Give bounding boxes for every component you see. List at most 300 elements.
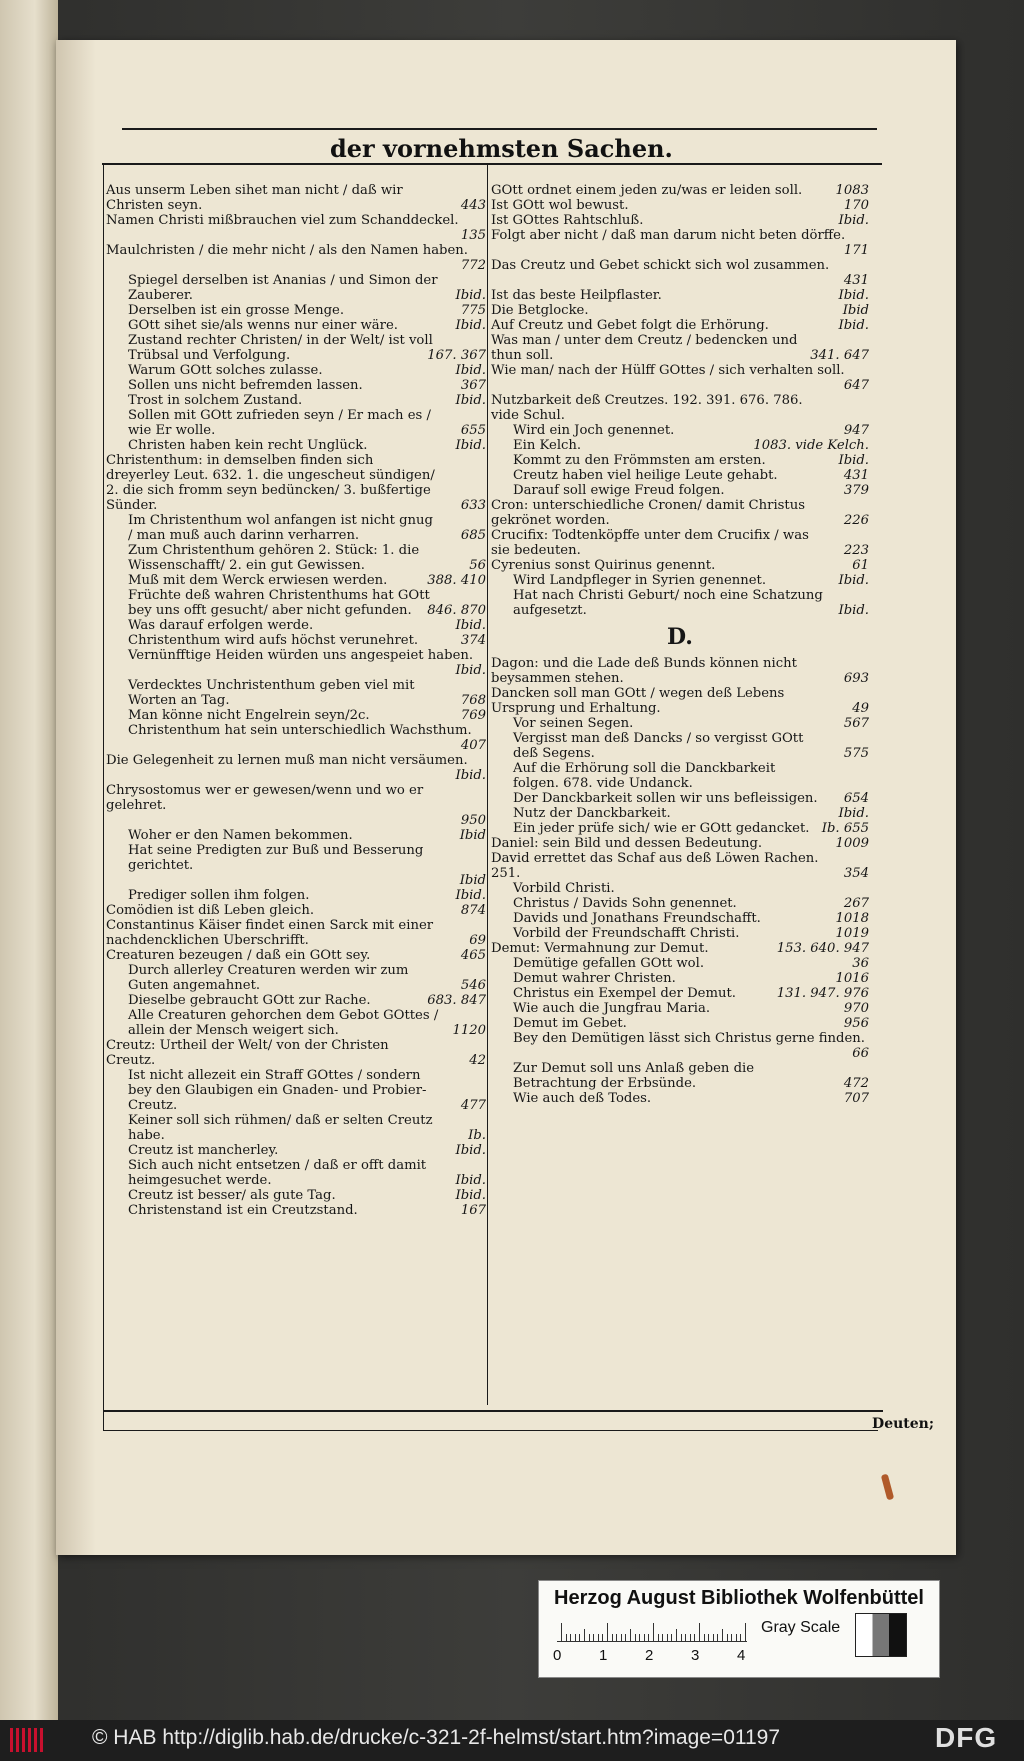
index-entry	[491, 716, 869, 731]
index-entry	[106, 243, 486, 273]
entry-text: David errettet das Schaf aus deß Löwen Rachen. 251.	[491, 851, 819, 881]
entry-text: Was man / unter dem Creutz / bedencken und thun soll.	[491, 333, 798, 363]
page-reference: 379	[843, 483, 869, 498]
index-entry	[491, 896, 869, 911]
page-reference: 775	[460, 303, 486, 318]
index-entry	[106, 843, 486, 888]
entry-text: Creutz haben viel heilige Leute gehabt.	[513, 468, 778, 483]
ruler-tick	[722, 1629, 723, 1641]
index-entry	[491, 1016, 869, 1031]
ruler-number: 1	[599, 1647, 608, 1664]
index-entry	[106, 648, 486, 678]
index-entry	[106, 678, 486, 708]
page-reference: 772	[460, 258, 486, 273]
entry-text: Vernünfftige Heiden würden uns angespeiet haben.	[128, 648, 474, 663]
index-entry	[491, 956, 869, 971]
page-reference: 950	[460, 813, 486, 828]
index-entry	[106, 618, 486, 633]
ruler-tick	[598, 1634, 599, 1641]
ruler-tick	[704, 1634, 705, 1641]
ruler-tick	[745, 1623, 746, 1641]
index-entry	[491, 498, 869, 528]
ruler-tick	[644, 1634, 645, 1641]
page-reference: Ibid.	[455, 663, 486, 678]
ruler-tick	[593, 1634, 594, 1641]
ruler-number: 2	[645, 1647, 654, 1664]
index-entry	[106, 828, 486, 843]
entry-text: Chrysostomus wer er gewesen/wenn und wo er gelehret.	[106, 783, 424, 813]
entry-text: Wird ein Joch genennet.	[513, 423, 675, 438]
index-entry	[491, 393, 869, 423]
entry-text: Christen haben kein recht Unglück.	[128, 438, 368, 453]
page-reference: 472	[843, 1076, 869, 1091]
entry-text: Bey den Demütigen lässt sich Christus gerne finden.	[513, 1031, 865, 1046]
page-reference: Ibid.	[455, 393, 486, 408]
index-entry	[491, 806, 869, 821]
ruler-tick	[616, 1634, 617, 1641]
footer-source-text: © HAB http://diglib.hab.de/drucke/c-321-2f-helmst/start.htm?image=01197	[92, 1726, 781, 1749]
index-entry	[491, 258, 869, 288]
entry-text: Constantinus Käiser findet einen Sarck mit einer nachdencklichen Uberschrifft.	[106, 918, 434, 948]
index-entry	[491, 468, 869, 483]
page-reference: 1019	[835, 926, 869, 941]
page-reference: Ibid.	[455, 438, 486, 453]
entry-text: Man könne nicht Engelrein seyn/2c.	[128, 708, 370, 723]
column-divider	[487, 165, 488, 1405]
entry-text: Cron: unterschiedliche Cronen/ damit Christus gekrönet worden.	[491, 498, 805, 528]
page-reference: 36	[852, 956, 869, 971]
entry-text: Ist das beste Heilpflaster.	[491, 288, 662, 303]
page-reference: 654	[843, 791, 869, 806]
entry-text: Sich auch nicht entsetzen / daß er offt damit heimgesuchet werde.	[128, 1158, 427, 1188]
index-entry	[106, 513, 486, 543]
entry-text: Vor seinen Segen.	[513, 716, 634, 731]
page-reference: Ibid.	[838, 603, 869, 618]
page-reference: Ibid.	[838, 288, 869, 303]
index-entry	[106, 723, 486, 753]
ruler-tick	[648, 1634, 649, 1641]
entry-text: Das Creutz und Gebet schickt sich wol zusammen.	[491, 258, 830, 273]
page-reference: 223	[843, 543, 869, 558]
footer-rule-2	[103, 1430, 878, 1431]
page-reference: Ibid.	[455, 288, 486, 303]
page-reference: 768	[460, 693, 486, 708]
index-entry	[106, 993, 486, 1008]
entry-text: Derselben ist ein grosse Menge.	[128, 303, 345, 318]
ruler-tick	[658, 1634, 659, 1641]
page-reference: 567	[843, 716, 869, 731]
entry-text: Folgt aber nicht / daß man darum nicht beten dörffe.	[491, 228, 846, 243]
page-reference: 477	[460, 1098, 486, 1113]
index-entry	[106, 333, 486, 363]
index-entry	[491, 731, 869, 761]
entry-text: Comödien ist diß Leben gleich.	[106, 903, 315, 918]
entry-text: Maulchristen / die mehr nicht / als den Namen haben.	[106, 243, 468, 258]
index-entry	[491, 528, 869, 558]
entry-text: Vergisst man deß Dancks / so vergisst GOtt deß Segens.	[513, 731, 804, 761]
page-reference: 1009	[835, 836, 869, 851]
index-entry	[491, 836, 869, 851]
dfg-logo: DFG	[935, 1722, 998, 1753]
index-entry	[491, 228, 869, 258]
index-entry	[106, 903, 486, 918]
entry-text: Was darauf erfolgen werde.	[128, 618, 314, 633]
index-entry	[491, 686, 869, 716]
entry-text: Zum Christenthum gehören 2. Stück: 1. die Wissenschafft/ 2. ein gut Gewissen.	[128, 543, 420, 573]
index-entry	[106, 318, 486, 333]
ruler-tick	[635, 1634, 636, 1641]
index-entry	[491, 558, 869, 573]
page-reference: 575	[843, 746, 869, 761]
ruler-tick	[602, 1634, 603, 1641]
entry-text: Namen Christi mißbrauchen viel zum Schanddeckel.	[106, 213, 459, 228]
page-reference: 167. 367	[427, 348, 486, 363]
ruler-tick	[717, 1634, 718, 1641]
entry-text: Wird Landpfleger in Syrien genennet.	[513, 573, 767, 588]
page-reference: 647	[843, 378, 869, 393]
entry-text: Ist GOttes Rahtschluß.	[491, 213, 644, 228]
index-entry	[491, 941, 869, 956]
entry-text: Durch allerley Creaturen werden wir zum Guten angemahnet.	[128, 963, 409, 993]
entry-text: Nutz der Danckbarkeit.	[513, 806, 671, 821]
page-reference: 683. 847	[427, 993, 486, 1008]
page-reference: 407	[460, 738, 486, 753]
page-reference: 49	[852, 701, 869, 716]
index-entry	[491, 288, 869, 303]
page-reference: Ibid.	[838, 806, 869, 821]
entry-text: Prediger sollen ihm folgen.	[128, 888, 310, 903]
ruler-tick	[713, 1634, 714, 1641]
page-reference: 1083. vide Kelch.	[753, 438, 869, 453]
entry-text: Christenthum wird aufs höchst verunehret.	[128, 633, 419, 648]
entry-text: Die Betglocke.	[491, 303, 589, 318]
page-reference: 367	[460, 378, 486, 393]
ruler-tick	[736, 1634, 737, 1641]
index-entry	[106, 1188, 486, 1203]
index-entry	[106, 1068, 486, 1113]
entry-text: Trost in solchem Zustand.	[128, 393, 303, 408]
page-reference: 388. 410	[427, 573, 486, 588]
entry-text: Demut im Gebet.	[513, 1016, 627, 1031]
entry-text: Dieselbe gebraucht GOtt zur Rache.	[128, 993, 371, 1008]
ruler-tick	[589, 1634, 590, 1641]
entry-text: Der Danckbarkeit sollen wir uns befleissigen.	[513, 791, 818, 806]
index-entry	[106, 1113, 486, 1143]
entry-text: Woher er den Namen bekommen.	[128, 828, 353, 843]
entry-text: Aus unserm Leben sihet man nicht / daß wir Christen seyn.	[106, 183, 403, 213]
page-reference: Ibid.	[838, 213, 869, 228]
section-letter: D.	[667, 624, 693, 650]
index-entry	[106, 1038, 486, 1068]
page-reference: Ibid	[459, 828, 486, 843]
page-reference: 655	[460, 423, 486, 438]
entry-text: Zur Demut soll uns Anlaß geben die Betrachtung der Erbsünde.	[513, 1061, 755, 1091]
index-entry	[106, 1203, 486, 1218]
entry-text: Crucifix: Todtenköpffe unter dem Crucifix / was sie bedeuten.	[491, 528, 809, 558]
index-entry	[491, 333, 869, 363]
ruler-scale	[557, 1621, 747, 1642]
index-entry	[106, 783, 486, 828]
entry-text: Auf die Erhörung soll die Danckbarkeit folgen. 678. vide Undanck.	[513, 761, 776, 791]
index-entry	[106, 303, 486, 318]
index-entry	[106, 633, 486, 648]
page-reference: Ibid.	[455, 618, 486, 633]
ruler-tick	[727, 1634, 728, 1641]
index-entry	[491, 588, 869, 618]
ruler-tick	[685, 1634, 686, 1641]
page-reference: Ibid	[842, 303, 869, 318]
page-reference: 1016	[835, 971, 869, 986]
ruler-number: 0	[553, 1647, 562, 1664]
page-reference: 1083	[835, 183, 869, 198]
index-entry	[491, 213, 869, 228]
index-entry	[106, 438, 486, 453]
index-entry	[106, 273, 486, 303]
header-rule-top	[122, 128, 877, 130]
ruler-tick	[662, 1634, 663, 1641]
index-entry	[106, 948, 486, 963]
entry-text: Christus ein Exempel der Demut.	[513, 986, 736, 1001]
index-entry	[491, 971, 869, 986]
entry-text: GOtt ordnet einem jeden zu/was er leiden soll.	[491, 183, 803, 198]
index-entry	[491, 573, 869, 588]
catchword: Deuten;	[872, 1416, 934, 1432]
ruler-tick	[671, 1634, 672, 1641]
page-reference: Ibid.	[455, 363, 486, 378]
entry-text: Keiner soll sich rühmen/ daß er selten Creutz habe.	[128, 1113, 433, 1143]
entry-text: Christenstand ist ein Creutzstand.	[128, 1203, 358, 1218]
page-reference: 135	[460, 228, 486, 243]
entry-text: Wie auch deß Todes.	[513, 1091, 652, 1106]
index-entry	[106, 408, 486, 438]
page-reference: 69	[469, 933, 486, 948]
entry-text: Wie man/ nach der Hülff GOttes / sich verhalten soll.	[491, 363, 845, 378]
entry-text: Hat seine Predigten zur Buß und Besserung gerichtet.	[128, 843, 424, 873]
page-reference: 267	[843, 896, 869, 911]
entry-text: Ein Kelch.	[513, 438, 582, 453]
page-reference: Ibid.	[455, 1173, 486, 1188]
page-reference: 354	[843, 866, 869, 881]
ruler-tick	[579, 1634, 580, 1641]
ruler-tick	[584, 1629, 585, 1641]
entry-text: Sollen uns nicht befremden lassen.	[128, 378, 363, 393]
ruler-tick	[667, 1634, 668, 1641]
entry-text: Christenthum: in demselben finden sich dreyerley Leut. 632. 1. die ungescheut sündigen/ 2. die sich fromm seyn bedüncken/ 3. bußfertige Sünder.	[106, 453, 435, 513]
page-reference: 56	[469, 558, 486, 573]
index-entry	[106, 453, 486, 513]
entry-text: Christus / Davids Sohn genennet.	[513, 896, 737, 911]
ruler-number: 3	[691, 1647, 700, 1664]
index-entry	[106, 1008, 486, 1038]
index-entry	[491, 1001, 869, 1016]
page-title: der vornehmsten Sachen.	[330, 134, 673, 163]
entry-text: Die Gelegenheit zu lernen muß man nicht versäumen.	[106, 753, 468, 768]
entry-text: Daniel: sein Bild und dessen Bedeutung.	[491, 836, 763, 851]
gray-scale-label: Gray Scale	[761, 1619, 841, 1636]
page-reference: 465	[460, 948, 486, 963]
entry-text: Dancken soll man GOtt / wegen deß Lebens Ursprung und Erhaltung.	[491, 686, 785, 716]
index-entry	[491, 881, 869, 896]
page-reference: 131. 947. 976	[776, 986, 869, 1001]
page-reference: Ibid.	[455, 888, 486, 903]
page-reference: 171	[843, 243, 869, 258]
index-entry	[491, 926, 869, 941]
entry-text: Früchte deß wahren Christenthums hat GOtt bey uns offt gesucht/ aber nicht gefunden.	[128, 588, 430, 618]
page-reference: Ibid	[459, 873, 486, 888]
page-reference: 170	[843, 198, 869, 213]
page-reference: 546	[460, 978, 486, 993]
index-column-left	[106, 183, 486, 1218]
entry-text: Demütige gefallen GOtt wol.	[513, 956, 705, 971]
page-reference: 431	[843, 468, 869, 483]
ruler-tick	[621, 1634, 622, 1641]
index-entry	[106, 183, 486, 213]
ruler-tick	[566, 1634, 567, 1641]
entry-text: Vorbild Christi.	[513, 881, 615, 896]
ruler-tick	[612, 1634, 613, 1641]
entry-text: Demut wahrer Christen.	[513, 971, 676, 986]
page-reference: 374	[460, 633, 486, 648]
index-entry	[491, 303, 869, 318]
index-entry	[106, 1158, 486, 1188]
index-entry	[491, 318, 869, 333]
page-reference: Ibid.	[455, 318, 486, 333]
index-entry	[491, 453, 869, 468]
entry-text: Verdecktes Unchristenthum geben viel mit Worten an Tag.	[128, 678, 415, 708]
index-entry	[106, 363, 486, 378]
index-entry	[106, 888, 486, 903]
ruler-tick	[699, 1623, 700, 1641]
entry-text: Hat nach Christi Geburt/ noch eine Schatzung aufgesetzt.	[513, 588, 823, 618]
entry-text: Creutz ist besser/ als gute Tag.	[128, 1188, 336, 1203]
page-reference: 42	[469, 1053, 486, 1068]
ruler-tick	[639, 1634, 640, 1641]
page-reference: 61	[852, 558, 869, 573]
entry-text: Ein jeder prüfe sich/ wie er GOtt gedancket.	[513, 821, 810, 836]
ruler-tick	[731, 1634, 732, 1641]
entry-text: Creaturen bezeugen / daß ein GOtt sey.	[106, 948, 371, 963]
index-entry	[491, 656, 869, 686]
entry-text: Muß mit dem Werck erwiesen werden.	[128, 573, 388, 588]
ruler-tick	[694, 1634, 695, 1641]
page-reference: Ib. 655	[821, 821, 869, 836]
page-reference: 443	[460, 198, 486, 213]
index-entry	[106, 393, 486, 408]
page-reference: 341. 647	[810, 348, 869, 363]
page-reference: 693	[843, 671, 869, 686]
page-reference: Ibid.	[838, 318, 869, 333]
page-reference: 1018	[835, 911, 869, 926]
gray-scale-swatch	[855, 1613, 907, 1657]
index-entry	[491, 1031, 869, 1061]
ruler-tick	[570, 1634, 571, 1641]
hab-logo-icon	[10, 1728, 46, 1752]
index-entry	[106, 963, 486, 993]
index-entry	[491, 791, 869, 806]
entry-text: Alle Creaturen gehorchen dem Gebot GOttes / allein der Mensch weigert sich.	[128, 1008, 439, 1038]
entry-text: Ist GOtt wol bewust.	[491, 198, 629, 213]
page-reference: Ibid.	[455, 768, 486, 783]
index-column-right	[491, 183, 869, 1106]
index-entry	[106, 753, 486, 783]
index-entry	[106, 588, 486, 618]
page-reference: 1120	[452, 1023, 486, 1038]
ruler-tick	[676, 1629, 677, 1641]
library-name: Herzog August Bibliothek Wolfenbüttel	[554, 1587, 924, 1609]
index-entry	[491, 438, 869, 453]
ruler-number: 4	[737, 1647, 746, 1664]
entry-text: Im Christenthum wol anfangen ist nicht gnug / man muß auch darinn verharren.	[128, 513, 433, 543]
ruler-tick	[708, 1634, 709, 1641]
entry-text: Cyrenius sonst Quirinus genennt.	[491, 558, 716, 573]
ruler-tick	[575, 1634, 576, 1641]
entry-text: Christenthum hat sein unterschiedlich Wachsthum.	[128, 723, 472, 738]
left-page-edge	[0, 0, 58, 1720]
index-entry	[106, 543, 486, 573]
page-reference: 769	[460, 708, 486, 723]
page-reference: 707	[843, 1091, 869, 1106]
index-entry	[491, 911, 869, 926]
entry-text: GOtt sihet sie/als wenns nur einer wäre.	[128, 318, 398, 333]
ruler-tick	[690, 1634, 691, 1641]
index-entry	[491, 1091, 869, 1106]
page-reference: 956	[843, 1016, 869, 1031]
page-reference: 66	[852, 1046, 869, 1061]
index-entry	[491, 821, 869, 836]
index-entry	[106, 708, 486, 723]
page-reference: 226	[843, 513, 869, 528]
ruler-tick	[561, 1623, 562, 1641]
entry-text: Dagon: und die Lade deß Bunds können nicht beysammen stehen.	[491, 656, 797, 686]
index-entry	[491, 986, 869, 1001]
entry-text: Nutzbarkeit deß Creutzes. 192. 391. 676. 786. vide Schul.	[491, 393, 803, 423]
entry-text: Zustand rechter Christen/ in der Welt/ ist voll Trübsal und Verfolgung.	[128, 333, 433, 363]
index-entry	[491, 423, 869, 438]
footer-rule	[103, 1410, 883, 1412]
color-calibration-card	[538, 1580, 940, 1678]
entry-text: Creutz: Urtheil der Welt/ von der Christen Creutz.	[106, 1038, 389, 1068]
ruler-tick	[740, 1634, 741, 1641]
page-reference: Ibid.	[838, 453, 869, 468]
index-entry	[106, 378, 486, 393]
page-reference: Ib.	[468, 1128, 486, 1143]
entry-text: Ist nicht allezeit ein Straff GOttes / sondern bey den Glaubigen ein Gnaden- und Probier-Creutz.	[128, 1068, 427, 1113]
page-reference: 167	[460, 1203, 486, 1218]
entry-text: Auf Creutz und Gebet folgt die Erhörung.	[491, 318, 769, 333]
entry-text: Warum GOtt solches zulasse.	[128, 363, 323, 378]
entry-text: Davids und Jonathans Freundschafft.	[513, 911, 761, 926]
entry-text: Spiegel derselben ist Ananias / und Simon der Zauberer.	[128, 273, 438, 303]
ruler-tick	[653, 1623, 654, 1641]
page-reference: Ibid.	[838, 573, 869, 588]
entry-text: Darauf soll ewige Freud folgen.	[513, 483, 725, 498]
index-entry	[106, 1143, 486, 1158]
page-reference: 947	[843, 423, 869, 438]
ruler-tick	[625, 1634, 626, 1641]
index-entry	[491, 761, 869, 791]
page-reference: 846. 870	[427, 603, 486, 618]
page-reference: 633	[460, 498, 486, 513]
index-entry	[491, 183, 869, 198]
page-reference: 874	[460, 903, 486, 918]
entry-text: Demut: Vermahnung zur Demut.	[491, 941, 709, 956]
ruler-tick	[630, 1629, 631, 1641]
index-entry	[491, 483, 869, 498]
index-entry	[106, 573, 486, 588]
entry-text: Vorbild der Freundschafft Christi.	[513, 926, 740, 941]
page-reference: 431	[843, 273, 869, 288]
entry-text: Wie auch die Jungfrau Maria.	[513, 1001, 711, 1016]
